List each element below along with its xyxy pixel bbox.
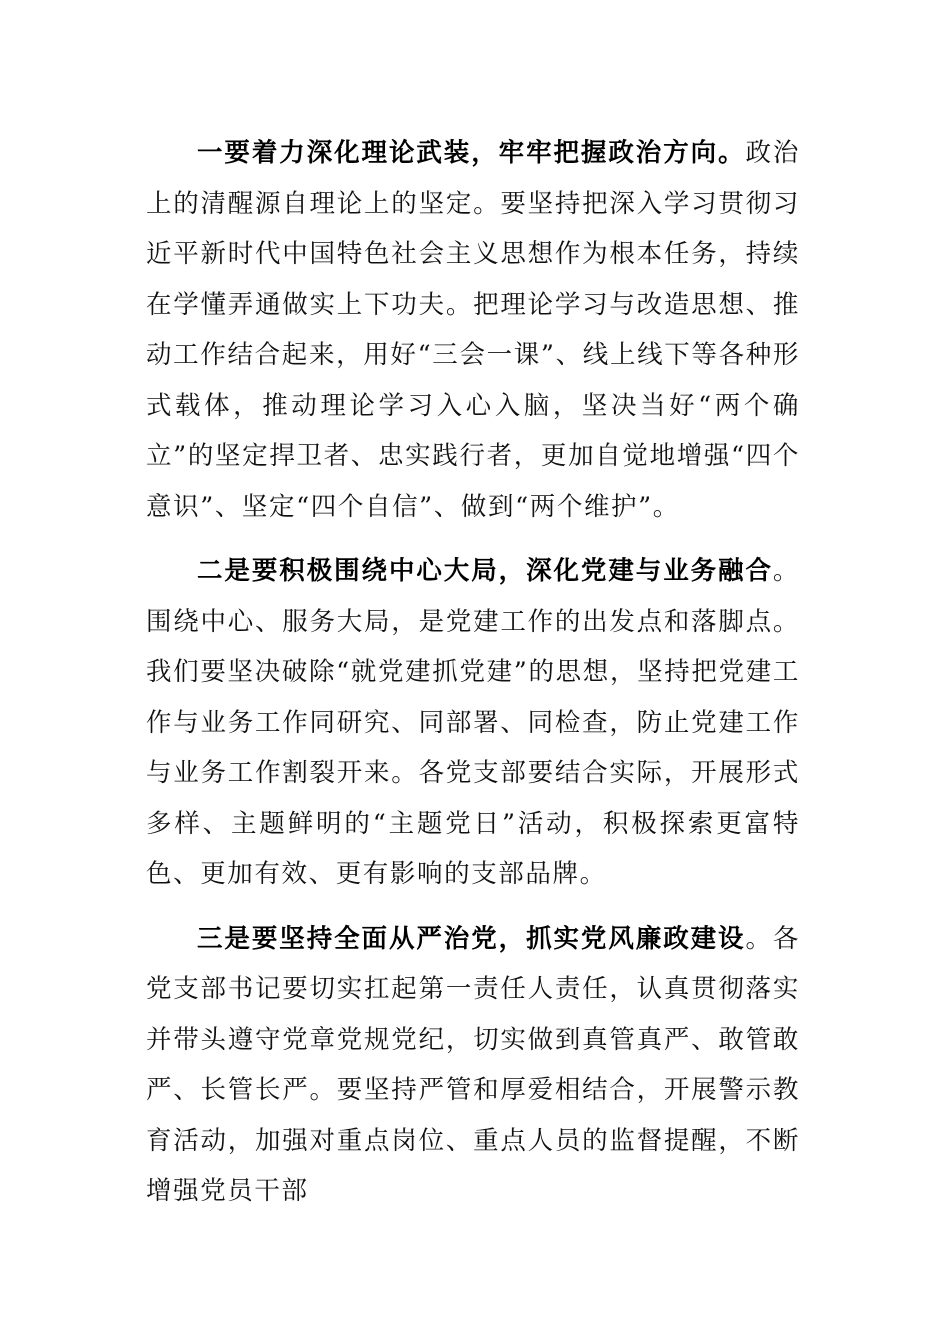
paragraph-1-heading: 一要着力深化理论武装，牢牢把握政治方向。 — [197, 138, 746, 168]
paragraph-2 — [146, 546, 800, 900]
paragraph-3 — [146, 914, 800, 1217]
paragraph-1-text: 政治上的清醒源自理论上的坚定。要坚持把深入学习贯彻习近平新时代中国特色社会主义思想作为根本任务，持续在学懂弄通做实上下功夫。把理论学习与改造思想、推动工作结合起来，用好“三会一课”、线上线下等各种形式载体，推动理论学习入心入脑，坚决当好“两个确立”的坚定捍卫者、忠实践行者，更加自觉地增强“四个意识”、坚定“四个自信”、做到“两个维护”。 — [146, 138, 800, 522]
document-body — [146, 128, 800, 1231]
paragraph-2-heading: 二是要积极围绕中心大局，深化党建与业务融合 — [197, 556, 773, 586]
paragraph-3-text: 。各党支部书记要切实扛起第一责任人责任，认真贯彻落实并带头遵守党章党规党纪，切实做到真管真严、敢管敢严、长管长严。要坚持严管和厚爱相结合，开展警示教育活动，加强对重点岗位、重点人员的监督提醒，不断增强党员干部 — [146, 923, 800, 1206]
paragraph-3-heading: 三是要坚持全面从严治党，抓实党风廉政建设 — [197, 923, 746, 954]
paragraph-2-text: 。围绕中心、服务大局，是党建工作的出发点和落脚点。我们要坚决破除“就党建抓党建”的思想，坚持把党建工作与业务工作同研究、同部署、同检查，防止党建工作与业务工作割裂开来。各党支部要结合实际，开展形式多样、主题鲜明的“主题党日”活动，积极探索更富特色、更加有效、更有影响的支部品牌。 — [146, 556, 800, 889]
paragraph-1 — [146, 128, 800, 532]
